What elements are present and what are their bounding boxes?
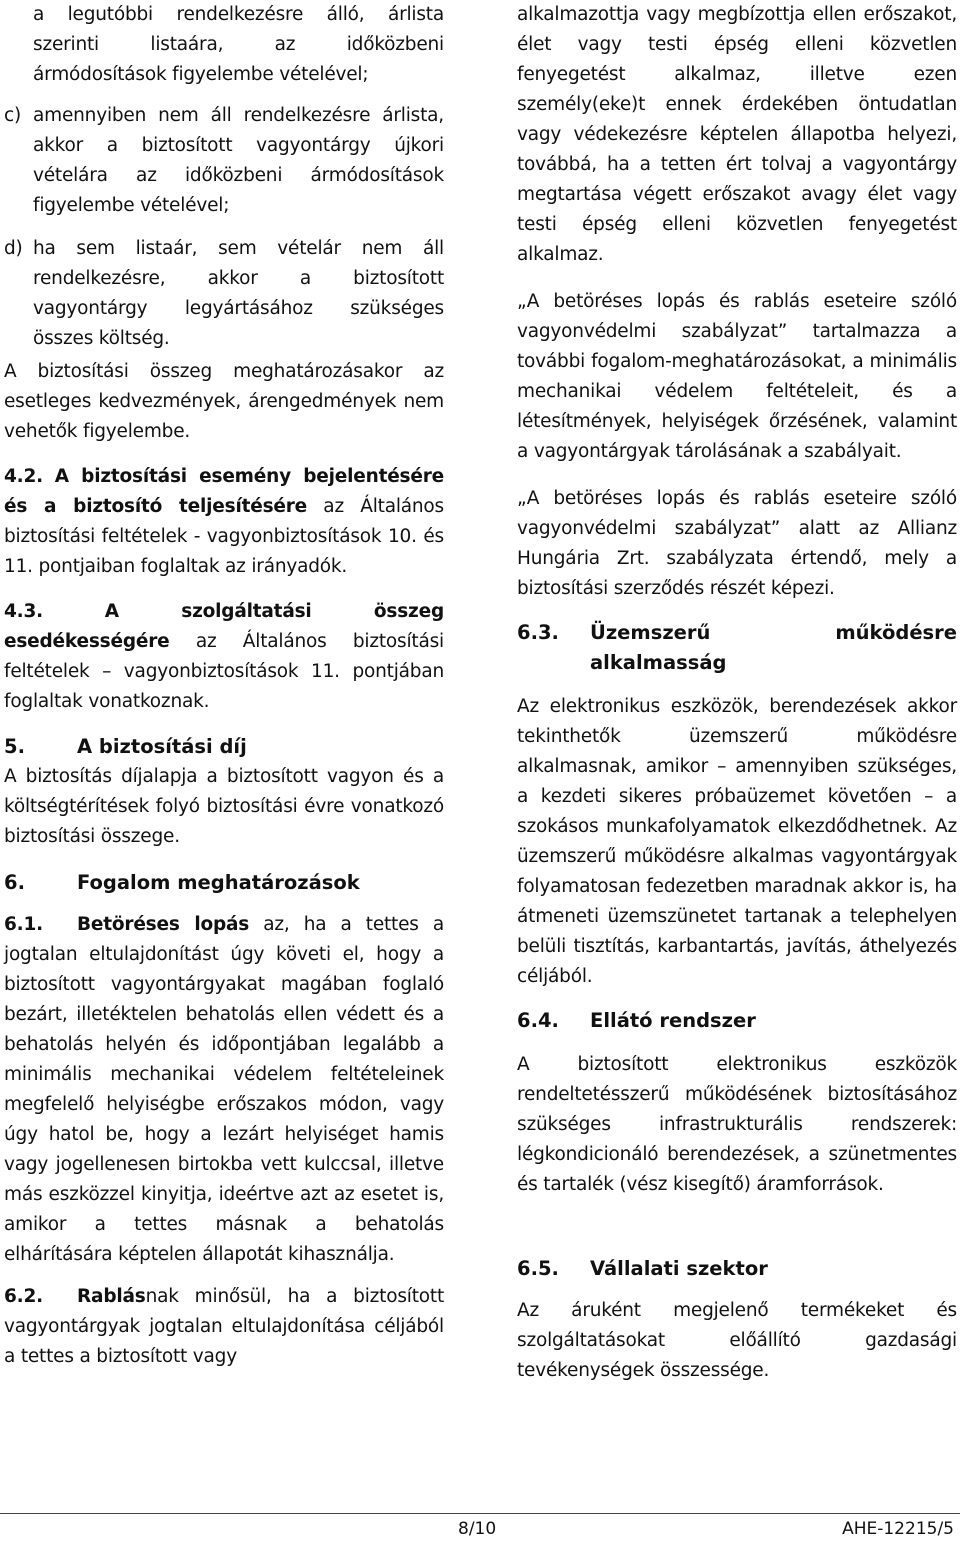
list-item-text: ha sem listaár, sem vételár nem áll rendelkezésre, akkor a biztosított vagyontárgy legyártásához szükséges összes költség. — [33, 238, 444, 349]
section-6-1 — [4, 910, 444, 1270]
heading-number: 6.3. — [517, 621, 559, 644]
page-number: 8/10 — [458, 1519, 497, 1539]
paragraph-5: A biztosítás díjalapja a biztosított vagyon és a költségtérítések folyó biztosítási évre vonatkozó biztosítási összege. — [4, 766, 444, 847]
list-marker: d) — [4, 238, 23, 259]
heading-number: 6.5. — [517, 1257, 559, 1280]
section-lead: A szolgáltatási összeg esedékességére — [4, 601, 444, 652]
document-code: AHE-12215/5 — [842, 1519, 954, 1539]
heading-6 — [4, 868, 444, 898]
list-item-d — [4, 234, 444, 354]
heading-5 — [4, 732, 444, 762]
paragraph-6-3: Az elektronikus eszközök, berendezések akkor tekinthetők üzemszerű működésre alkalmasnak, amikor – amennyiben szükséges, a kezdeti sikeres próbaüzemet követően – a szokásos munkafolyamatok elkezdődhetnek. Az üzemszerű működésre alkalmas vagyontárgyak folyamatosan fedezetben maradnak akkor is, ha átmeneti üzemszünetet tartanak a telephelyen belüli tisztítás, karbantartás, javítás, áthelyezés céljából. — [517, 696, 957, 987]
section-lead: Betöréses lopás — [77, 914, 250, 935]
list-marker: c) — [4, 105, 21, 126]
paragraph-6-2-continuation: alkalmazottja vagy megbízottja ellen erőszakot, élet vagy testi épség elleni közvetlen fenyegetést alkalmaz, illetve ezen személy(eke)t ennek érdekében öntudatlan vagy védekezésre képtelen állapotba helyezi, továbbá, ha a tetten ért tolvaj a vagyontárgy megtartása végett erőszakot avagy élet vagy testi épség elleni közvetlen fenyegetést alkalmaz. — [517, 4, 957, 265]
heading-title: Vállalati szektor — [590, 1257, 768, 1280]
heading-number: 5. — [4, 735, 25, 758]
list-item-c — [4, 101, 444, 221]
paragraph-rules-1: „A betöréses lopás és rablás eseteire szóló vagyonvédelmi szabályzat” tartalmazza a további fogalom-meghatározásokat, a minimális mechanikai védelem feltételeit, és a létesítmények, helyiségek őrzésének, valamint a vagyontárgyak tárolásának a szabályait. — [517, 291, 957, 462]
heading-number: 6.4. — [517, 1009, 559, 1032]
list-item-text: amennyiben nem áll rendelkezésre árlista, akkor a biztosított vagyontárgy újkori vételára az időközbeni ármódosítások figyelembe vételével; — [33, 105, 444, 216]
left-column — [4, 0, 444, 1372]
heading-6-4 — [517, 1006, 957, 1036]
paragraph-rules-2: „A betöréses lopás és rablás eseteire szóló vagyonvédelmi szabályzat” alatt az Allianz Hungária Zrt. szabályzata értendő, mely a biztosítási szerződés részét képezi. — [517, 488, 957, 599]
heading-title: Üzemszerű működésre alkalmasság — [590, 621, 957, 674]
section-text: az Általános biztosítási feltételek – vagyonbiztosítások 11. pontjában foglaltak vonatkoznak. — [4, 631, 444, 712]
paragraph-discount: A biztosítási összeg meghatározásakor az esetleges kedvezmények, árengedmények nem vehetők figyelembe. — [4, 361, 444, 442]
heading-title: Ellátó rendszer — [590, 1009, 756, 1032]
heading-6-5 — [517, 1254, 957, 1284]
list-item-b-continuation: a legutóbbi rendelkezésre álló, árlista szerinti listaára, az időközbeni ármódosítások figyelembe vételével; — [33, 4, 444, 85]
section-lead: Rablás — [77, 1286, 146, 1307]
section-text: az, ha a tettes a jogtalan eltulajdonítást úgy követi el, hogy a biztosított vagyontárgyakat magában foglaló bezárt, illetéktelen behatolás ellen védett és a behatolás helyén és időpontjában legalább a minimális mechanikai védelem feltételeinek megfelelő helyiségbe erőszakos módon, vagy úgy hatol be, hogy a lezárt helyiséget hamis vagy jogellenesen birtokba vett kulccsal, illetve más eszközzel kinyitja, ideértve azt az esetet is, amikor a tettes másnak a behatolás elhárítására képtelen állapotát kihasználja. — [4, 914, 444, 1265]
heading-6-3 — [517, 618, 957, 678]
paragraph-6-5: Az áruként megjelenő termékeket és szolgáltatásokat előállító gazdasági tevékenységek összessége. — [517, 1300, 957, 1381]
section-number: 6.1. — [4, 914, 44, 935]
paragraph-6-4: A biztosított elektronikus eszközök rendeltetésszerű működésének biztosításához szükséges infrastrukturális rendszerek: légkondicionáló berendezések, a szünetmentes és tartalék (vész kisegítő) áramforrások. — [517, 1054, 957, 1195]
section-4-3 — [4, 597, 444, 717]
section-number: 4.3. — [4, 601, 44, 622]
footer-divider — [0, 1513, 960, 1514]
section-number: 4.2. — [4, 466, 44, 487]
heading-number: 6. — [4, 871, 25, 894]
section-number: 6.2. — [4, 1286, 44, 1307]
heading-title: A biztosítási díj — [77, 735, 247, 758]
section-4-2 — [4, 462, 444, 582]
section-text: nak minősül, ha a biztosított vagyontárgyak jogtalan eltulajdonítása céljából a tettes a biztosított vagy — [4, 1286, 444, 1367]
section-6-2 — [4, 1282, 444, 1372]
section-lead: A biztosítási esemény bejelentésére és a biztosító teljesítésére — [4, 466, 444, 517]
section-text: az Általános biztosítási feltételek - vagyonbiztosítások 10. és 11. pontjaiban foglaltak az irányadók. — [4, 496, 444, 577]
heading-title: Fogalom meghatározások — [77, 871, 360, 894]
right-column — [517, 0, 957, 1386]
